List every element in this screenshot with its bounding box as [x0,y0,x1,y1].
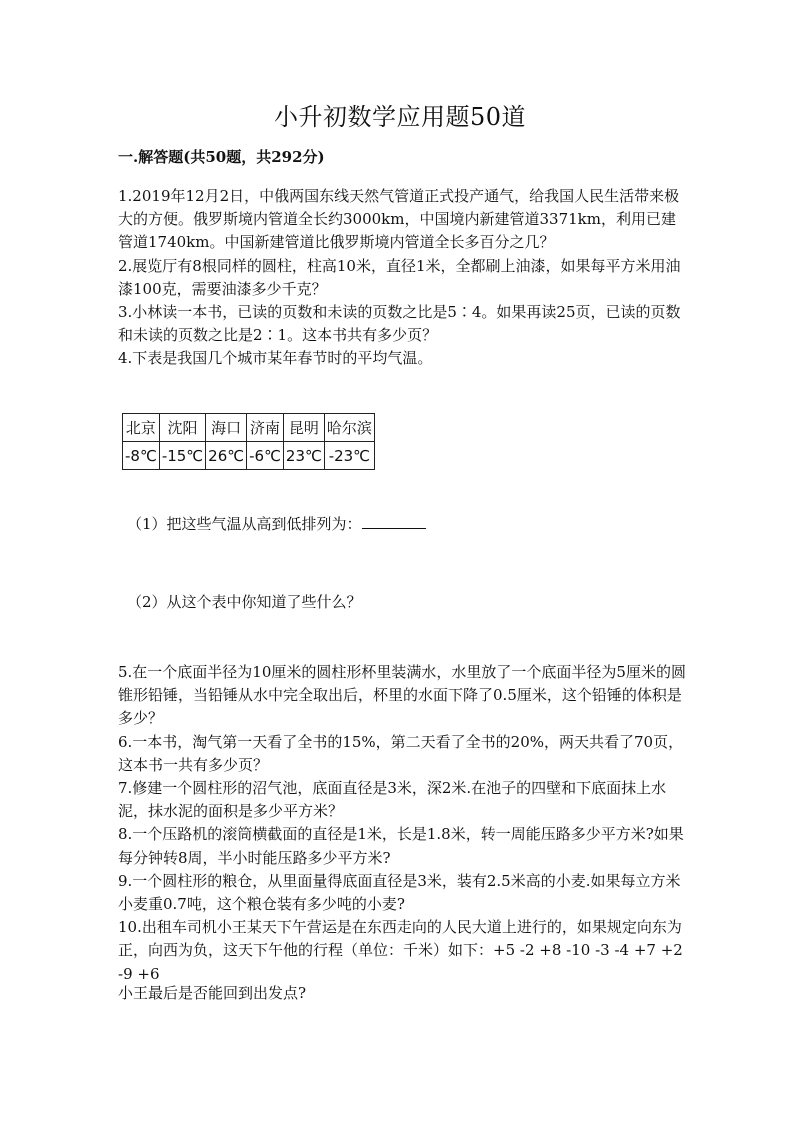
city-cell: 哈尔滨 [324,414,374,442]
question-list-part1 [118,185,690,371]
temperature-table [122,413,375,470]
question-10: 10.出租车司机小王某天下午营运是在东西走向的人民大道上进行的，如果规定向东为正，向西为负，这天下午他的行程（单位：千米）如下：+5 -2 +8 -10 -3 -4 +7 +2 -9 +6 [118,918,683,983]
question-list-part2 [118,661,690,986]
temp-cell: -23℃ [324,442,374,470]
question-6: 6.一本书，淘气第一天看了全书的15%，第二天看了全书的20%，两天共看了70页，这本书一共有多少页？ [118,732,684,774]
temp-cell: -6℃ [247,442,284,470]
section-heading: 一.解答题(共50题，共292分) [118,148,325,166]
city-row [123,414,375,442]
page-title: 小升初数学应用题50道 [273,103,527,131]
city-cell: 昆明 [283,414,324,442]
sub-question-1-text: （1）把这些气温从高到低排列为： [127,515,362,533]
city-cell: 济南 [247,414,284,442]
answer-blank[interactable] [362,514,426,529]
question-2: 2.展览厅有8根同样的圆柱，柱高10米，直径1米，全都刷上油漆，如果每平方米用油漆100克，需要油漆多少千克？ [118,256,681,298]
city-cell: 北京 [123,414,160,442]
sub-question-1 [127,513,426,534]
question-1: 1.2019年12月2日，中俄两国东线天然气管道正式投产通气，给我国人民生活带来极大的方便。俄罗斯境内管道全长约3000km，中国境内新建管道3371km，利用已建管道1740km。中国新建管道比俄罗斯境内管道全长多百分之几？ [118,187,680,252]
question-3: 3.小林读一本书，已读的页数和未读的页数之比是5∶4。如果再读25页，已读的页数和未读的页数之比是2∶1。这本书共有多少页？ [118,303,681,345]
temp-cell: 26℃ [206,442,247,470]
question-9: 9.一个圆柱形的粮仓，从里面量得底面直径是3米，装有2.5米高的小麦.如果每立方米小麦重0.7吨，这个粮仓装有多少吨的小麦? [118,871,681,914]
temp-cell: -8℃ [123,442,160,470]
temperature-row [123,442,375,470]
final-question: 小王最后是否能回到出发点? [118,984,307,1002]
question-4: 4.下表是我国几个城市某年春节时的平均气温。 [118,349,433,368]
temp-cell: -15℃ [159,442,205,470]
sub-question-2: （2）从这个表中你知道了些什么？ [127,593,362,611]
city-cell: 海口 [206,414,247,442]
question-8: 8.一个压路机的滚筒横截面的直径是1米，长是1.8米，转一周能压路多少平方米?如果每分钟转8周，半小时能压路多少平方米? [118,825,684,867]
city-cell: 沈阳 [159,414,205,442]
temp-cell: 23℃ [283,442,324,470]
question-7: 7.修建一个圆柱形的沼气池，底面直径是3米，深2米.在池子的四壁和下底面抹上水泥，抹水泥的面积是多少平方米？ [118,779,667,821]
question-5: 5.在一个底面半径为10厘米的圆柱形杯里装满水，水里放了一个底面半径为5厘米的圆锥形铅锤，当铅锤从水中完全取出后，杯里的水面下降了0.5厘米，这个铅锤的体积是多少？ [118,663,686,728]
